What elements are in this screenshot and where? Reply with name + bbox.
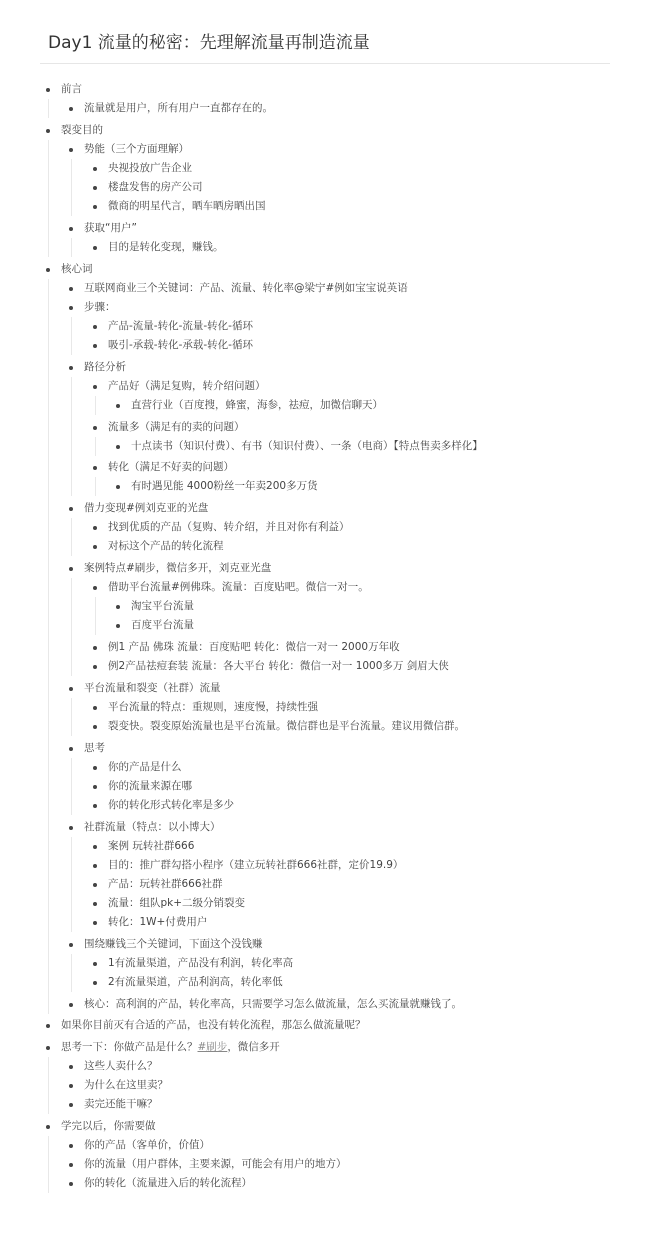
outline-item-label: 你的转化（流量进入后的转化流程） (84, 1177, 252, 1190)
bullet-icon[interactable] (69, 1084, 73, 1088)
outline-item-text (108, 973, 283, 992)
outline-item-label: 转化（满足不好卖的问题） (108, 461, 234, 474)
indent-guide (71, 238, 72, 257)
outline-item-label: 1有流量渠道，产品没有利润，转化率高 (108, 956, 294, 969)
outline-item-text (131, 396, 383, 415)
outline-item-label: 围绕赚钱三个关键词，下面这个没钱赚 (84, 937, 263, 950)
outline-item[interactable] (0, 178, 650, 197)
bullet-icon[interactable] (93, 466, 97, 470)
bullet-icon[interactable] (69, 1065, 73, 1069)
bullet-icon[interactable] (93, 902, 97, 906)
outline-item[interactable] (0, 159, 650, 178)
indent-guide (95, 597, 96, 635)
tag-link[interactable]: #刷步 (197, 1041, 228, 1053)
indent-guide (71, 317, 72, 355)
outline-item-label: 社群流量（特点：以小博大） (84, 820, 221, 833)
bullet-icon[interactable] (116, 624, 120, 628)
outline-item-text (84, 1057, 158, 1076)
outline-item-text (84, 99, 273, 118)
bullet-icon[interactable] (116, 485, 120, 489)
outline-item[interactable] (0, 1095, 650, 1114)
outline-item[interactable] (0, 1174, 650, 1193)
outline-item-text (131, 437, 483, 456)
outline-item-label: 你的流量（用户群体，主要来源，可能会有用户的地方） (84, 1158, 347, 1171)
outline-item-label: 裂变目的 (61, 123, 103, 136)
outline-item[interactable] (0, 717, 650, 736)
outline-item-label: 如果你目前灭有合适的产品，也没有转化流程，那怎么做流量呢？ (61, 1019, 366, 1032)
outline-item-text (84, 1174, 252, 1193)
outline-item-text (108, 777, 192, 796)
indent-guide (95, 477, 96, 496)
outline-item-text (131, 597, 194, 616)
outline-item[interactable] (0, 818, 650, 837)
bullet-icon[interactable] (116, 404, 120, 408)
outline-item[interactable] (0, 973, 650, 992)
bullet-icon[interactable] (93, 526, 97, 530)
outline-item[interactable] (0, 437, 650, 456)
bullet-icon[interactable] (93, 864, 97, 868)
indent-guide (71, 758, 72, 815)
outline-item-text (84, 1095, 158, 1114)
outline-item-label: 对标这个产品的转化流程 (108, 540, 224, 553)
outline-item[interactable] (0, 638, 650, 657)
outline-item[interactable] (0, 837, 650, 856)
bullet-icon[interactable] (69, 507, 73, 511)
outline-item-label: 为什么在这里卖？ (84, 1079, 168, 1092)
bullet-icon[interactable] (93, 646, 97, 650)
bullet-icon[interactable] (69, 1003, 73, 1007)
outline-item-text (131, 477, 318, 496)
bullet-icon[interactable] (69, 366, 73, 370)
outline-item-label: 你的转化形式转化率是多少 (108, 798, 234, 811)
indent-guide (48, 1057, 49, 1114)
outline-item-label: 前言 (61, 83, 82, 95)
outline-item[interactable] (0, 578, 650, 597)
outline-item-text (108, 336, 253, 355)
bullet-icon[interactable] (69, 227, 73, 231)
outline-list (0, 80, 650, 1193)
outline-item-label: 裂变快。裂变原始流量也是平台流量。微信群也是平台流量。建议用微信群。 (108, 719, 465, 732)
outline-item[interactable] (0, 1057, 650, 1076)
bullet-icon[interactable] (93, 545, 97, 549)
outline-item[interactable] (0, 995, 650, 1014)
outline-item-text (108, 537, 224, 556)
outline-item-label: 直营行业（百度搜，蜂蜜，海参，祛痘，加微信聊天） (131, 398, 383, 411)
outline-item-label: 例2产品祛痘套装 流量：各大平台 转化：微信一对一 1000多万 剑眉大侠 (108, 660, 449, 673)
outline-item[interactable] (0, 140, 650, 159)
outline-item[interactable] (0, 279, 650, 298)
outline-item-text (84, 1136, 210, 1155)
outline-item-text (84, 298, 116, 317)
outline-item-text (108, 758, 182, 777)
outline-item-text (108, 837, 194, 856)
outline-item-label: 你的产品（客单价，价值） (84, 1139, 210, 1152)
outline-item[interactable] (0, 121, 650, 140)
outline-item-label: 思考 (84, 741, 105, 754)
outline-item[interactable] (0, 1076, 650, 1095)
outline-item[interactable] (0, 537, 650, 556)
outline-item-label: 平台流量和裂变（社群）流量 (84, 681, 221, 694)
indent-guide (71, 954, 72, 992)
bullet-icon[interactable] (46, 1024, 50, 1028)
outline-item-label: 这些人卖什么？ (84, 1060, 158, 1073)
outline-item-label: 找到优质的产品（复购、转介绍，并且对你有利益） (108, 521, 350, 534)
indent-guide (48, 1136, 49, 1193)
outline-item-label: 卖完还能干嘛？ (84, 1098, 158, 1111)
indent-guide (95, 396, 96, 415)
outline-item[interactable] (0, 894, 650, 913)
outline-item-text (108, 796, 234, 815)
outline-item-text (108, 377, 266, 396)
outline-item[interactable] (0, 954, 650, 973)
outline-item[interactable] (0, 1117, 650, 1136)
indent-guide (71, 698, 72, 736)
outline-item-text (108, 458, 234, 477)
outline-item-label: 转化：1W+付费用户 (108, 916, 208, 929)
outline-item-label: 十点读书（知识付费）、有书（知识付费）、一条（电商）【特点售卖多样化】 (131, 439, 483, 452)
outline-item-label: 流量就是用户，所有用户一直都存在的。 (84, 102, 273, 115)
outline-item-suffix: ，微信多开 (227, 1041, 280, 1053)
outline-item-text (61, 80, 82, 99)
bullet-icon[interactable] (93, 665, 97, 669)
outline-item[interactable] (0, 219, 650, 238)
outline-item-text (84, 935, 263, 954)
bullet-icon[interactable] (93, 921, 97, 925)
outline-item-text (84, 739, 105, 758)
bullet-icon[interactable] (46, 268, 50, 272)
outline-item-label: 思考一下：你做产品是什么？ (61, 1041, 198, 1053)
outline-item-label: 吸引-承载-转化-承载-转化-循环 (108, 339, 253, 351)
bullet-icon[interactable] (116, 605, 120, 609)
bullet-icon[interactable] (69, 1144, 73, 1148)
bullet-icon[interactable] (69, 148, 73, 152)
outline-item[interactable] (0, 458, 650, 477)
outline-item-text (84, 995, 462, 1014)
outline-item[interactable] (0, 260, 650, 279)
bullet-icon[interactable] (69, 826, 73, 830)
indent-guide (71, 518, 72, 556)
outline-item-text (108, 913, 207, 932)
outline-item[interactable] (0, 477, 650, 496)
outline-item-text (108, 638, 400, 657)
outline-item[interactable] (0, 796, 650, 815)
outline-item-text (84, 1155, 347, 1174)
bullet-icon[interactable] (46, 129, 50, 133)
outline-item-text (84, 219, 137, 238)
outline-item-label: 楼盘发售的房产公司 (108, 181, 203, 194)
bullet-icon[interactable] (69, 747, 73, 751)
bullet-icon[interactable] (93, 325, 97, 329)
outline-item-text (108, 578, 369, 597)
outline-item-label: 微商的明星代言，晒车晒房晒出国 (108, 200, 266, 213)
outline-item[interactable] (0, 418, 650, 437)
outline-item-text (108, 418, 245, 437)
bullet-icon[interactable] (69, 107, 73, 111)
bullet-icon[interactable] (93, 205, 97, 209)
outline-item[interactable] (0, 1136, 650, 1155)
page-title: Day1 流量的秘密：先理解流量再制造流量 (48, 33, 370, 53)
outline-item[interactable] (0, 1155, 650, 1174)
outline-item-label: 步骤： (84, 300, 116, 313)
outline-item-text (108, 197, 266, 216)
outline-item-label: 互联网商业三个关键词：产品、流量、转化率@梁宁#例如宝宝说英语 (84, 281, 408, 294)
outline-item-text (108, 317, 253, 336)
indent-guide (71, 377, 72, 496)
outline-item-label: 目的是转化变现，赚钱。 (108, 240, 224, 253)
bullet-icon[interactable] (46, 1125, 50, 1129)
outline-item-label: 学完以后，你需要做 (61, 1119, 156, 1132)
bullet-icon[interactable] (69, 287, 73, 291)
outline-item[interactable] (0, 597, 650, 616)
outline-item[interactable] (0, 679, 650, 698)
outline-item[interactable] (0, 758, 650, 777)
outline-item[interactable] (0, 317, 650, 336)
bullet-icon[interactable] (93, 186, 97, 190)
outline-item-label: 平台流量的特点：重规则，速度慢，持续性强 (108, 700, 318, 713)
bullet-icon[interactable] (93, 785, 97, 789)
outline-item-text (108, 657, 449, 676)
outline-item-label: 淘宝平台流量 (131, 600, 194, 613)
outline-item-label: 产品-流量-转化-流量-转化-循环 (108, 319, 253, 332)
outline-item-label: 流量：组队pk+二级分销裂变 (108, 896, 246, 909)
outline-item[interactable] (0, 559, 650, 578)
outline-item-label: 2有流量渠道，产品利润高，转化率低 (108, 975, 283, 988)
outline-item-label: 你的流量来源在哪 (108, 779, 192, 792)
outline-item-text (84, 279, 408, 298)
title-divider (40, 63, 610, 64)
outline-item-label: 核心词 (61, 262, 93, 275)
outline-item-text (108, 875, 223, 894)
outline-item[interactable] (0, 657, 650, 676)
bullet-icon[interactable] (93, 804, 97, 808)
outline-item-text (108, 698, 318, 717)
bullet-icon[interactable] (93, 246, 97, 250)
outline-item-label: 获取“用户” (84, 221, 137, 234)
outline-item-text (84, 499, 208, 518)
bullet-icon[interactable] (93, 725, 97, 729)
outline-item-text (108, 178, 203, 197)
bullet-icon[interactable] (69, 567, 73, 571)
bullet-icon[interactable] (69, 1182, 73, 1186)
bullet-icon[interactable] (93, 167, 97, 171)
bullet-icon[interactable] (93, 845, 97, 849)
outline-item-text (108, 856, 403, 875)
outline-item[interactable] (0, 739, 650, 758)
indent-guide (48, 99, 49, 118)
bullet-icon[interactable] (93, 962, 97, 966)
outline-item[interactable] (0, 197, 650, 216)
bullet-icon[interactable] (69, 943, 73, 947)
outline-item-label: 路径分析 (84, 360, 126, 373)
outline-item[interactable] (0, 358, 650, 377)
indent-guide (48, 279, 49, 1014)
outline-item-label: 案例特点#刷步，微信多开，刘克亚光盘 (84, 562, 272, 574)
outline-item-text (108, 238, 224, 257)
bullet-icon[interactable] (69, 687, 73, 691)
outline-item[interactable] (0, 1038, 650, 1057)
bullet-icon[interactable] (93, 883, 97, 887)
bullet-icon[interactable] (116, 445, 120, 449)
outline-item[interactable] (0, 935, 650, 954)
outline-item-label: 央视投放广告企业 (108, 161, 192, 174)
bullet-icon[interactable] (93, 385, 97, 389)
outline-item-text (61, 121, 103, 140)
outline-item-label: 产品好（满足复购，转介绍问题） (108, 379, 266, 392)
outline-item-text (61, 1016, 366, 1035)
outline-item-text (84, 818, 221, 837)
bullet-icon[interactable] (46, 1046, 50, 1050)
indent-guide (71, 159, 72, 216)
indent-guide (95, 437, 96, 456)
outline-item[interactable] (0, 616, 650, 635)
outline-item[interactable] (0, 913, 650, 932)
outline-item[interactable] (0, 99, 650, 118)
outline-item-text (84, 679, 221, 698)
bullet-icon[interactable] (93, 766, 97, 770)
outline-item[interactable] (0, 856, 650, 875)
outline-item-label: 例1 产品 佛珠 流量：百度贴吧 转化：微信一对一 2000万年收 (108, 640, 400, 653)
outline-item-text (108, 717, 465, 736)
outline-item-label: 势能（三个方面理解） (84, 142, 189, 155)
outline-item[interactable] (0, 875, 650, 894)
outline-item-text (61, 1117, 156, 1136)
outline-item[interactable] (0, 298, 650, 317)
bullet-icon[interactable] (93, 344, 97, 348)
outline-item-text (61, 260, 93, 279)
bullet-icon[interactable] (93, 706, 97, 710)
bullet-icon[interactable] (69, 306, 73, 310)
outline-item-label: 产品：玩转社群666社群 (108, 877, 223, 890)
outline-item-label: 百度平台流量 (131, 619, 194, 632)
outline-item[interactable] (0, 1016, 650, 1035)
bullet-icon[interactable] (93, 981, 97, 985)
outline-item-label: 案例 玩转社群666 (108, 839, 195, 852)
outline-item-label: 借力变现#例刘克亚的光盘 (84, 502, 209, 515)
outline-item-label: 你的产品是什么 (108, 760, 182, 773)
bullet-icon[interactable] (69, 1103, 73, 1107)
bullet-icon[interactable] (69, 1163, 73, 1167)
outline-item[interactable] (0, 377, 650, 396)
outline-item[interactable] (0, 336, 650, 355)
outline-item-text (84, 140, 189, 159)
outline-item-label: 核心：高利润的产品，转化率高，只需要学习怎么做流量，怎么买流量就赚钱了。 (84, 997, 462, 1010)
bullet-icon[interactable] (46, 88, 50, 92)
outline-item-text (131, 616, 194, 635)
indent-guide (48, 140, 49, 257)
outline-item-text (108, 894, 245, 913)
outline-item-label: 流量多（满足有的卖的问题） (108, 420, 245, 433)
bullet-icon[interactable] (93, 426, 97, 430)
outline-item[interactable] (0, 80, 650, 99)
outline-item-text (84, 559, 271, 578)
outline-item-label: 借助平台流量#例佛珠。流量：百度贴吧。微信一对一。 (108, 581, 369, 594)
outline-item-text (108, 518, 350, 537)
outline-item-text (61, 1038, 280, 1057)
outline-item-text (84, 1076, 168, 1095)
outline-item-text (84, 358, 126, 377)
bullet-icon[interactable] (93, 586, 97, 590)
outline-item-label: 有时遇见能 4000粉丝一年卖200多万货 (131, 480, 318, 493)
outline-item-text (108, 954, 293, 973)
indent-guide (71, 837, 72, 932)
outline-item[interactable] (0, 238, 650, 257)
outline-item[interactable] (0, 396, 650, 415)
outline-item[interactable] (0, 698, 650, 717)
outline-item[interactable] (0, 499, 650, 518)
outline-item[interactable] (0, 777, 650, 796)
indent-guide (71, 578, 72, 676)
outline-item-label: 目的：推广群勾搭小程序（建立玩转社群666社群，定价19.9） (108, 858, 404, 871)
outline-item-text (108, 159, 192, 178)
outline-item[interactable] (0, 518, 650, 537)
